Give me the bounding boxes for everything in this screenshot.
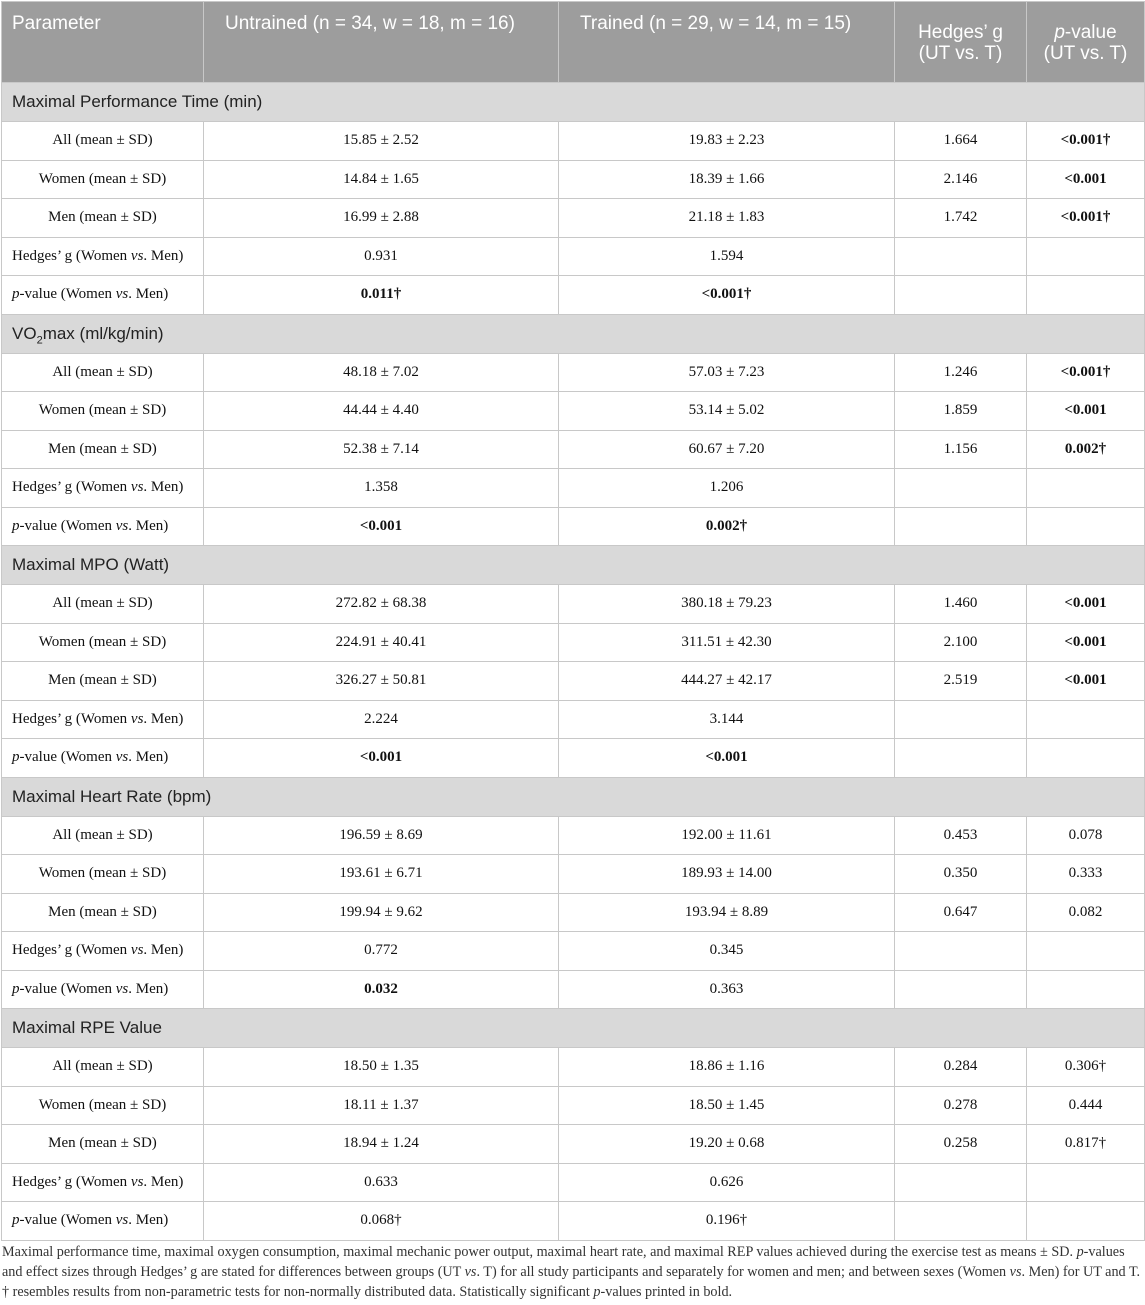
table-row-hedges-sex [2,237,1145,276]
cell-hedges-g: 2.100 [895,623,1027,662]
cell-trained: 192.00 ± 11.61 [559,816,895,855]
label-italic: p [12,980,20,997]
label-italic: p [12,749,20,766]
cell-hedges-g: 2.146 [895,160,1027,199]
cell-hedges-g: 0.278 [895,1086,1027,1125]
row-label [2,739,204,778]
cell-untrained: 0.931 [204,237,559,276]
label-italic: vs [130,247,144,264]
label-italic: vs [130,1173,144,1190]
cell-trained: 57.03 ± 7.23 [559,353,895,392]
results-table [1,1,1145,1241]
cell-p-value: 0.078 [1027,816,1145,855]
row-label [2,469,204,508]
cell-trained: 444.27 ± 42.17 [559,662,895,701]
cell-untrained: 0.772 [204,932,559,971]
label-text: Hedges’ g (Women [12,710,131,727]
cell-trained: 0.002† [559,507,895,546]
section-header-row [2,546,1145,585]
label-italic: p [12,1212,20,1229]
footnote-text-2: -values and effect sizes through Hedges’ g are stated for differences between groups (UT [2,1244,1125,1280]
cell-untrained: 193.61 ± 6.71 [204,855,559,894]
cell-trained: 53.14 ± 5.02 [559,392,895,431]
cell-p-value: <0.001† [1027,199,1145,238]
table-row-hedges-sex [2,469,1145,508]
cell-untrained: 0.068† [204,1202,559,1241]
cell-hedges-g: 0.647 [895,893,1027,932]
cell-untrained: 16.99 ± 2.88 [204,199,559,238]
header-hedges-line2: (UT vs. T) [918,43,1003,64]
header-p-line2: (UT vs. T) [1043,43,1128,64]
footnote-text-1: Maximal performance time, maximal oxygen consumption, maximal mechanic power output, maximal heart rate, and maximal REP values achieved during the exercise test as means ± SD. [2,1244,1077,1260]
footnote-italic-3: vs [1009,1264,1022,1280]
footnote-italic-1: p [1076,1244,1084,1260]
label-text: . Men) [143,710,184,727]
cell-trained: 1.206 [559,469,895,508]
table-row-women [2,855,1145,894]
cell-empty [1027,469,1145,508]
cell-trained: 3.144 [559,700,895,739]
section-header-row [2,314,1145,353]
label-italic: vs [130,942,144,959]
header-hedges [895,2,1027,83]
section-title [12,323,164,346]
cell-trained: 0.345 [559,932,895,971]
cell-empty [1027,739,1145,778]
cell-untrained: 326.27 ± 50.81 [204,662,559,701]
cell-trained: <0.001† [559,276,895,315]
row-label: All (mean ± SD) [2,585,204,624]
table-row-all [2,1048,1145,1087]
cell-p-value: 0.444 [1027,1086,1145,1125]
row-label: All (mean ± SD) [2,353,204,392]
cell-untrained: 14.84 ± 1.65 [204,160,559,199]
cell-hedges-g: 1.664 [895,122,1027,161]
label-italic: p [12,517,20,534]
label-text: -value (Women [19,980,116,997]
section-cell [2,777,1145,816]
row-label: Men (mean ± SD) [2,1125,204,1164]
cell-trained: 18.86 ± 1.16 [559,1048,895,1087]
footnote-text-4: . Men) for UT and T. † resembles results from non-parametric tests for non-normally distributed data. Statistically significant [2,1264,1141,1300]
header-parameter: Parameter [2,2,204,83]
cell-empty [895,700,1027,739]
section-cell [2,1009,1145,1048]
row-label: Women (mean ± SD) [2,1086,204,1125]
row-label: Men (mean ± SD) [2,662,204,701]
section-cell [2,546,1145,585]
table-row-pvalue-sex [2,739,1145,778]
row-label [2,970,204,1009]
cell-p-value: 0.306† [1027,1048,1145,1087]
cell-untrained: 18.94 ± 1.24 [204,1125,559,1164]
header-hedges-line1: Hedges’ g [918,22,1003,43]
table-row-men [2,893,1145,932]
table-row-hedges-sex [2,932,1145,971]
cell-untrained: 224.91 ± 40.41 [204,623,559,662]
section-title-sub: 2 [36,333,43,346]
cell-untrained: 196.59 ± 8.69 [204,816,559,855]
cell-trained: 19.20 ± 0.68 [559,1125,895,1164]
label-text: . Men) [128,1212,169,1229]
table-row-all [2,122,1145,161]
section-title-pre: VO [12,323,37,343]
row-label [2,932,204,971]
cell-p-value: <0.001 [1027,585,1145,624]
label-text: . Men) [143,479,184,496]
section-header-row [2,1009,1145,1048]
cell-empty [895,739,1027,778]
label-text: Hedges’ g (Women [12,479,131,496]
cell-trained: 21.18 ± 1.83 [559,199,895,238]
label-text: -value (Women [19,1212,116,1229]
cell-trained: 311.51 ± 42.30 [559,623,895,662]
cell-untrained: 0.011† [204,276,559,315]
table-row-pvalue-sex [2,507,1145,546]
table-header-row [2,2,1145,83]
cell-hedges-g: 1.460 [895,585,1027,624]
cell-empty [1027,276,1145,315]
row-label: Men (mean ± SD) [2,893,204,932]
label-italic: vs [115,749,129,766]
cell-trained: 380.18 ± 79.23 [559,585,895,624]
label-text: -value (Women [19,517,116,534]
cell-untrained: 0.633 [204,1163,559,1202]
table-row-pvalue-sex [2,970,1145,1009]
section-header-row [2,83,1145,122]
cell-untrained: 2.224 [204,700,559,739]
label-italic: vs [130,479,144,496]
cell-untrained: 272.82 ± 68.38 [204,585,559,624]
row-label: All (mean ± SD) [2,816,204,855]
cell-p-value: 0.817† [1027,1125,1145,1164]
section-title: Maximal Heart Rate (bpm) [12,786,212,806]
header-untrained: Untrained (n = 34, w = 18, m = 16) [204,2,559,83]
row-label [2,1202,204,1241]
cell-trained: 189.93 ± 14.00 [559,855,895,894]
table-row-men [2,1125,1145,1164]
cell-empty [895,469,1027,508]
label-italic: vs [115,517,129,534]
label-text: . Men) [128,749,169,766]
label-text: . Men) [128,980,169,997]
cell-trained: 1.594 [559,237,895,276]
cell-p-value: 0.333 [1027,855,1145,894]
table-row-all [2,585,1145,624]
cell-hedges-g: 0.258 [895,1125,1027,1164]
cell-trained: 18.50 ± 1.45 [559,1086,895,1125]
header-p-italic: p [1054,22,1065,43]
cell-untrained: <0.001 [204,739,559,778]
label-text: -value (Women [19,286,116,303]
cell-p-value: <0.001† [1027,122,1145,161]
table-row-men [2,199,1145,238]
cell-p-value: <0.001† [1027,353,1145,392]
label-italic: vs [115,980,129,997]
label-text: . Men) [143,247,184,264]
table-footnote [2,1242,1142,1302]
row-label: Women (mean ± SD) [2,855,204,894]
cell-untrained: <0.001 [204,507,559,546]
cell-trained: 19.83 ± 2.23 [559,122,895,161]
row-label [2,700,204,739]
header-trained: Trained (n = 29, w = 14, m = 15) [559,2,895,83]
cell-untrained: 1.358 [204,469,559,508]
table-row-women [2,160,1145,199]
row-label [2,507,204,546]
label-text: . Men) [143,1173,184,1190]
section-title: Maximal Performance Time (min) [12,92,263,111]
row-label: Women (mean ± SD) [2,392,204,431]
cell-trained: 0.626 [559,1163,895,1202]
row-label: Women (mean ± SD) [2,623,204,662]
cell-untrained: 15.85 ± 2.52 [204,122,559,161]
header-p-value [1027,2,1145,83]
cell-trained: 60.67 ± 7.20 [559,430,895,469]
section-cell [2,314,1145,353]
header-p-rest: -value [1064,22,1117,43]
table-row-pvalue-sex [2,276,1145,315]
cell-hedges-g: 0.350 [895,855,1027,894]
cell-empty [1027,1202,1145,1241]
cell-hedges-g: 1.859 [895,392,1027,431]
row-label: All (mean ± SD) [2,122,204,161]
row-label [2,276,204,315]
label-text: Hedges’ g (Women [12,942,131,959]
section-cell [2,83,1145,122]
cell-empty [1027,237,1145,276]
cell-empty [895,237,1027,276]
cell-empty [895,1163,1027,1202]
footnote-italic-4: p [593,1284,601,1300]
cell-hedges-g: 1.156 [895,430,1027,469]
cell-empty [1027,700,1145,739]
cell-p-value: <0.001 [1027,160,1145,199]
label-text: . Men) [143,942,184,959]
cell-trained: <0.001 [559,739,895,778]
table-row-pvalue-sex [2,1202,1145,1241]
label-italic: vs [115,286,129,303]
cell-hedges-g: 0.453 [895,816,1027,855]
table-body [2,83,1145,1241]
cell-trained: 0.363 [559,970,895,1009]
cell-untrained: 44.44 ± 4.40 [204,392,559,431]
section-title: Maximal MPO (Watt) [12,555,170,574]
cell-empty [895,507,1027,546]
section-title-post: max (ml/kg/min) [42,323,164,343]
table-row-hedges-sex [2,700,1145,739]
table-row-men [2,662,1145,701]
cell-empty [895,1202,1027,1241]
cell-hedges-g: 1.246 [895,353,1027,392]
footnote-italic-2: vs [464,1264,477,1280]
table-row-women [2,392,1145,431]
cell-hedges-g: 0.284 [895,1048,1027,1087]
cell-empty [1027,507,1145,546]
row-label [2,237,204,276]
cell-untrained: 0.032 [204,970,559,1009]
cell-empty [1027,1163,1145,1202]
row-label [2,1163,204,1202]
cell-trained: 193.94 ± 8.89 [559,893,895,932]
table-row-women [2,623,1145,662]
cell-p-value: <0.001 [1027,623,1145,662]
label-text: . Men) [128,286,169,303]
label-text: Hedges’ g (Women [12,247,131,264]
label-text: . Men) [128,517,169,534]
label-italic: vs [130,710,144,727]
cell-untrained: 18.50 ± 1.35 [204,1048,559,1087]
cell-untrained: 18.11 ± 1.37 [204,1086,559,1125]
cell-empty [895,970,1027,1009]
table-row-all [2,816,1145,855]
cell-hedges-g: 1.742 [895,199,1027,238]
table-row-hedges-sex [2,1163,1145,1202]
cell-p-value: 0.082 [1027,893,1145,932]
cell-empty [895,932,1027,971]
table-row-men [2,430,1145,469]
table-row-all [2,353,1145,392]
footnote-text-3: . T) for all study participants and separately for women and men; and between sexes (Women [476,1264,1010,1280]
row-label: Men (mean ± SD) [2,199,204,238]
cell-p-value: 0.002† [1027,430,1145,469]
cell-empty [1027,932,1145,971]
cell-untrained: 48.18 ± 7.02 [204,353,559,392]
cell-untrained: 52.38 ± 7.14 [204,430,559,469]
cell-p-value: <0.001 [1027,662,1145,701]
cell-trained: 18.39 ± 1.66 [559,160,895,199]
cell-empty [1027,970,1145,1009]
cell-untrained: 199.94 ± 9.62 [204,893,559,932]
label-italic: vs [115,1212,129,1229]
row-label: Women (mean ± SD) [2,160,204,199]
section-header-row [2,777,1145,816]
row-label: Men (mean ± SD) [2,430,204,469]
label-text: Hedges’ g (Women [12,1173,131,1190]
section-title: Maximal RPE Value [12,1018,162,1037]
cell-hedges-g: 2.519 [895,662,1027,701]
cell-empty [895,276,1027,315]
table-row-women [2,1086,1145,1125]
label-italic: p [12,286,20,303]
row-label: All (mean ± SD) [2,1048,204,1087]
cell-p-value: <0.001 [1027,392,1145,431]
cell-trained: 0.196† [559,1202,895,1241]
label-text: -value (Women [19,749,116,766]
footnote-text-5: -values printed in bold. [600,1284,733,1300]
